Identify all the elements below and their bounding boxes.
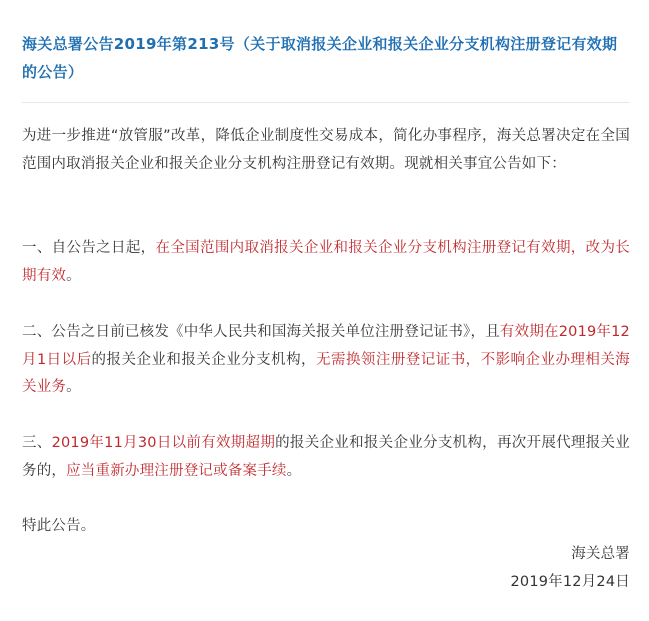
closing-paragraph: 特此公告。 <box>22 518 96 534</box>
item-1-paragraph <box>22 235 630 290</box>
item-2-highlight-1: 有效期在2019年12月1日以后 <box>22 324 630 368</box>
item-2-prefix: 二、公告之日前已核发《中华人民共和国海关报关单位注册登记证书》，且 <box>22 324 500 340</box>
signature-org: 海关总署 <box>571 546 630 562</box>
item-3-prefix: 三、 <box>22 435 52 451</box>
item-3-paragraph <box>22 430 630 485</box>
item-3-middle: 的报关企业和报关企业分支机构，再次开展代理报关业务的， <box>22 435 630 479</box>
item-3-highlight-1: 2019年11月30日以前有效期超期 <box>51 435 276 451</box>
item-1-suffix: 。 <box>66 267 81 284</box>
item-1-highlight: 在全国范围内取消报关企业和报关企业分支机构注册登记有效期，改为长期有效 <box>22 240 630 284</box>
item-3-highlight-2: 应当重新办理注册登记或备案手续 <box>66 462 287 479</box>
signature-date: 2019年12月24日 <box>510 574 630 590</box>
item-3-suffix: 。 <box>286 462 302 479</box>
item-2-middle: 的报关企业和报关企业分支机构， <box>91 351 317 368</box>
intro-paragraph: 为进一步推进“放管服”改革，降低企业制度性交易成本，简化办事程序，海关总署决定在全国范围内取消报关企业和报关企业分支机构注册登记有效期。现就相关事宜公告如下： <box>22 128 630 172</box>
item-2-suffix: 。 <box>66 379 81 395</box>
item-2-highlight-2: 无需换领注册登记证书，不影响企业办理相关海关业务 <box>22 351 630 395</box>
announcement-title: 海关总署公告2019年第213号（关于取消报关企业和报关企业分支机构注册登记有效期的公告） <box>22 35 618 81</box>
item-1-prefix: 一、自公告之日起， <box>22 240 156 256</box>
item-2-paragraph <box>22 319 630 402</box>
title-divider <box>22 102 630 103</box>
